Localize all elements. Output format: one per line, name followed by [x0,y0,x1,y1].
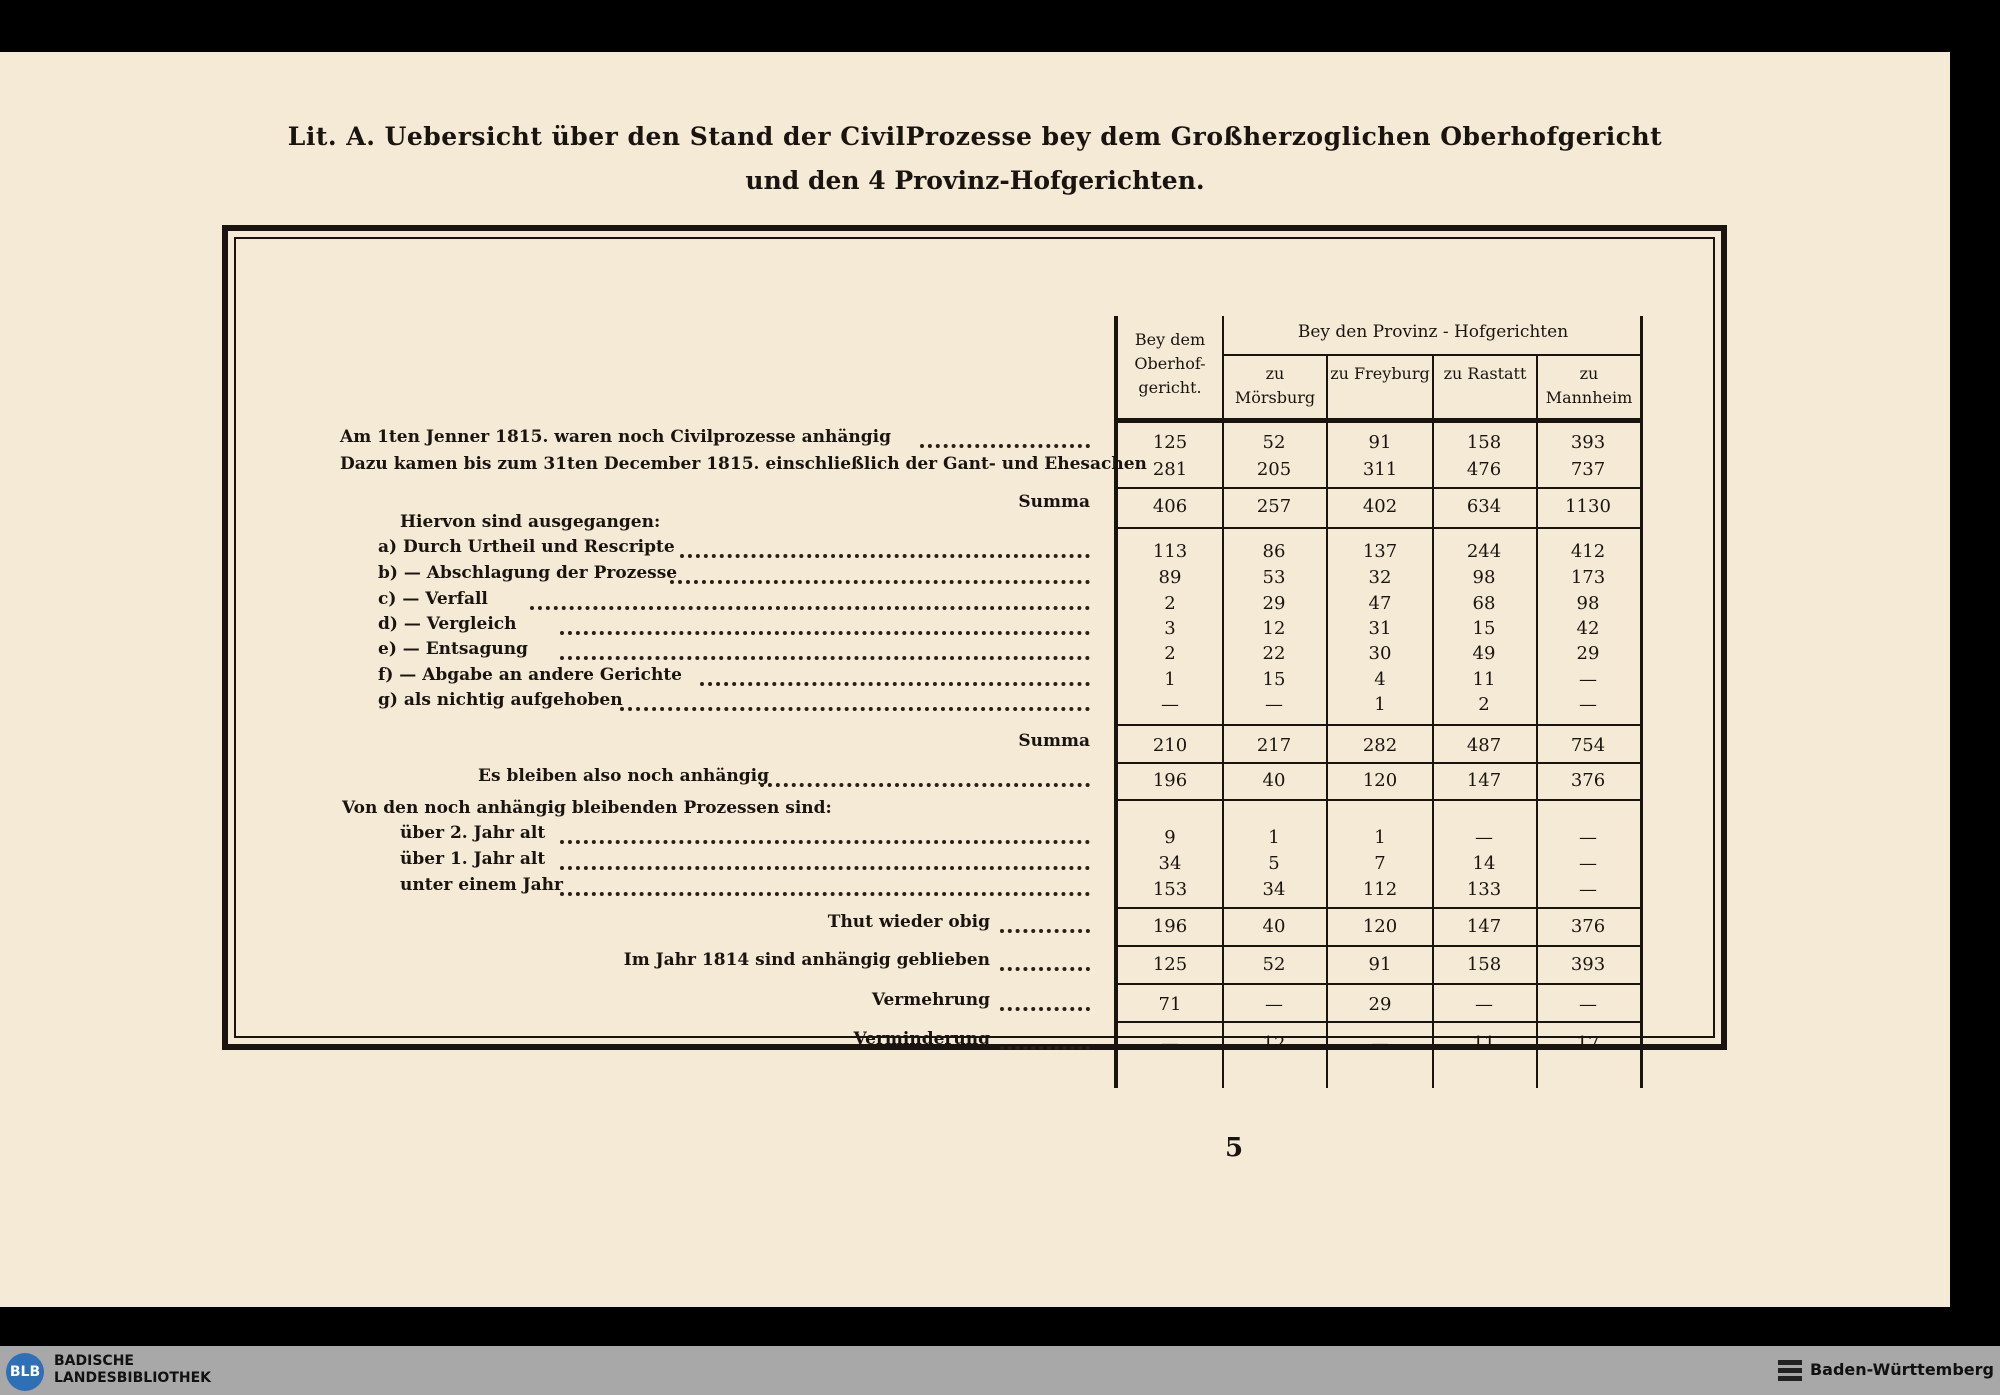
table-cell: — [1579,853,1597,874]
table-cell: 133 [1466,879,1502,900]
table-cell: 1 [1374,694,1386,715]
sum-rule [1118,487,1640,489]
row-label: Thut wieder obig [827,912,990,932]
leader-dots [560,892,1090,896]
table-cell: 9 [1164,827,1176,848]
header-rastatt: zu Rastatt [1443,364,1527,383]
table-cell: 2 [1478,694,1490,715]
row-label: g) als nichtig aufgehoben [378,690,623,710]
row-label-summa: Summa [1018,492,1090,512]
table-cell: 2 [1164,593,1176,614]
row-label: Von den noch anhängig bleibenden Prozessen sind: [342,798,832,818]
table-cell: 40 [1262,770,1286,791]
leader-dots [680,554,1090,558]
row-label: e) — Entsagung [378,639,528,659]
table-cell: — [1475,994,1493,1015]
leader-dots [560,840,1090,844]
table-cell: 11 [1472,669,1496,690]
library-name-line2: LANDESBIBLIOTHEK [54,1370,212,1386]
table-cell: 125 [1152,432,1188,453]
table-cell: 15 [1472,618,1496,639]
table-cell: 3 [1164,618,1176,639]
table-cell: 30 [1368,643,1392,664]
table-cell: 1130 [1565,496,1611,517]
table-cell: 376 [1570,770,1606,791]
table-cell: 71 [1158,994,1182,1015]
table-cell: 393 [1570,954,1606,975]
table-cell: — [1579,994,1597,1015]
leader-dots [1000,1007,1090,1011]
table-cell: 53 [1262,567,1286,588]
row-label: c) — Verfall [378,589,488,609]
row-label-summa: Summa [1018,731,1090,751]
table-cell: 98 [1576,593,1600,614]
leader-dots [700,682,1090,686]
blb-logo-icon: BLB [6,1353,44,1391]
table-cell: 125 [1152,954,1188,975]
leader-dots [670,580,1090,584]
leader-dots [760,783,1090,787]
leader-dots [1000,967,1090,971]
table-cell: 22 [1262,643,1286,664]
table-cell: 476 [1466,459,1502,480]
table-cell: 257 [1256,496,1292,517]
row-label: d) — Vergleich [378,614,517,634]
sum-rule [1118,945,1640,947]
table-cell: 210 [1152,735,1188,756]
page-number: 5 [1225,1133,1244,1163]
viewer-footer [0,1346,2000,1395]
document-title-line2: und den 4 Provinz-Hofgerichten. [745,166,1205,195]
table-cell: 31 [1368,618,1392,639]
row-label: unter einem Jahr [400,875,563,895]
group-header-rule [1222,354,1642,356]
table-cell: 412 [1570,541,1606,562]
table-cell: 86 [1262,541,1286,562]
table-cell: 91 [1368,432,1392,453]
table-cell: — [1265,694,1283,715]
row-label: Am 1ten Jenner 1815. waren noch Civilprozesse anhängig [340,427,891,447]
header-freyburg: zu Freyburg [1330,364,1430,383]
table-cell: 68 [1472,593,1496,614]
header-moersburg: zu Mörsburg [1234,364,1316,407]
table-cell: 147 [1466,770,1502,791]
table-cell: 244 [1466,541,1502,562]
table-cell: — [1265,994,1283,1015]
header-oberhof: Bey dem Oberhof- gericht. [1134,330,1206,397]
table-cell: 281 [1152,459,1188,480]
table-cell: 42 [1576,618,1600,639]
table-cell: 98 [1472,567,1496,588]
column-divider-2 [1326,356,1328,1088]
row-label: Dazu kamen bis zum 31ten December 1815. einschließlich der Gant- und Ehesachen [340,454,1147,474]
table-cell: 173 [1570,567,1606,588]
table-cell: — [1579,879,1597,900]
table-cell: — [1579,669,1597,690]
table-cell: 1 [1374,827,1386,848]
table-cell: 5 [1268,853,1280,874]
table-cell: 29 [1262,593,1286,614]
sum-rule [1118,1021,1640,1023]
table-cell: 402 [1362,496,1398,517]
leader-dots [620,707,1090,711]
document-title-line1: Lit. A. Uebersicht über den Stand der CivilProzesse bey dem Großherzoglichen Oberhofgericht [287,122,1663,151]
row-label: a) Durch Urtheil und Rescripte [378,537,675,557]
table-cell: 112 [1362,879,1398,900]
table-cell: 393 [1570,432,1606,453]
leader-dots [560,631,1090,635]
table-cell: 282 [1362,735,1398,756]
table-cell: 47 [1368,593,1392,614]
header-bottom-rule [1114,418,1642,423]
table-cell: 113 [1152,541,1188,562]
sum-rule [1118,983,1640,985]
table-cell: — [1579,694,1597,715]
library-name [54,1353,211,1387]
table-cell: 1 [1164,669,1176,690]
table-cell: 217 [1256,735,1292,756]
table-cell: — [1475,827,1493,848]
table-cell: 137 [1362,541,1398,562]
row-label: über 2. Jahr alt [400,823,546,843]
row-label: Verminderung [853,1029,990,1049]
table-cell: 737 [1570,459,1606,480]
leader-dots [560,656,1090,660]
row-label: Vermehrung [871,990,990,1010]
header-group: Bey den Provinz - Hofgerichten [1297,322,1569,342]
row-label: über 1. Jahr alt [400,849,546,869]
leader-dots [1000,929,1090,933]
table-cell: 634 [1466,496,1502,517]
table-cell: 158 [1466,432,1502,453]
state-name: Baden-Württemberg [1809,1360,1994,1379]
leader-dots [560,866,1090,870]
sum-rule [1118,907,1640,909]
table-cell: — [1371,1033,1389,1054]
table-cell: 34 [1158,853,1182,874]
table-cell: 205 [1256,459,1292,480]
table-cell: 29 [1576,643,1600,664]
table-cell: 487 [1466,735,1502,756]
table-cell: — [1579,827,1597,848]
sum-rule [1118,527,1640,529]
table-cell: 754 [1570,735,1606,756]
leader-dots [920,444,1090,448]
table-cell: 7 [1374,853,1386,874]
table-cell: 52 [1262,954,1286,975]
table-cell: 196 [1152,916,1188,937]
table-cell: 196 [1152,770,1188,791]
column-divider-5 [1640,316,1643,1088]
sum-rule [1118,724,1640,726]
table-cell: 12 [1262,618,1286,639]
table-cell: 11 [1472,1033,1496,1054]
table-cell: 153 [1152,879,1188,900]
table-cell: 91 [1368,954,1392,975]
table-cell: 1 [1268,827,1280,848]
header-mannheim: zu Mannheim [1545,364,1633,407]
row-label: Im Jahr 1814 sind anhängig geblieben [623,950,990,970]
table-cell: 14 [1472,853,1496,874]
table-cell: 40 [1262,916,1286,937]
row-label: f) — Abgabe an andere Gerichte [378,665,682,685]
sum-rule [1118,799,1640,801]
table-cell: 34 [1262,879,1286,900]
table-cell: 49 [1472,643,1496,664]
table-cell: 29 [1368,994,1392,1015]
table-cell: — [1161,1033,1179,1054]
table-cell: 12 [1262,1033,1286,1054]
row-label: b) — Abschlagung der Prozesse [378,563,678,583]
table-cell: 120 [1362,770,1398,791]
table-cell: 311 [1362,459,1398,480]
table-cell: 147 [1466,916,1502,937]
table-cell: 15 [1262,669,1286,690]
column-divider-main [1114,316,1118,1088]
table-cell: 406 [1152,496,1188,517]
library-name-line1: BADISCHE [54,1353,134,1369]
table-cell: 158 [1466,954,1502,975]
table-cell: 4 [1374,669,1386,690]
table-cell: 2 [1164,643,1176,664]
table-cell: 376 [1570,916,1606,937]
table-cell: 52 [1262,432,1286,453]
table-cell: — [1161,694,1179,715]
table-cell: 32 [1368,567,1392,588]
leader-dots [530,606,1090,610]
row-label: Hiervon sind ausgegangen: [400,512,661,532]
sum-rule [1118,762,1640,764]
table-cell: 89 [1158,567,1182,588]
leader-dots [1000,1046,1090,1050]
coat-of-arms-icon [1776,1356,1804,1386]
table-cell: 120 [1362,916,1398,937]
table-cell: 17 [1576,1033,1600,1054]
row-label: Es bleiben also noch anhängig [478,766,770,786]
